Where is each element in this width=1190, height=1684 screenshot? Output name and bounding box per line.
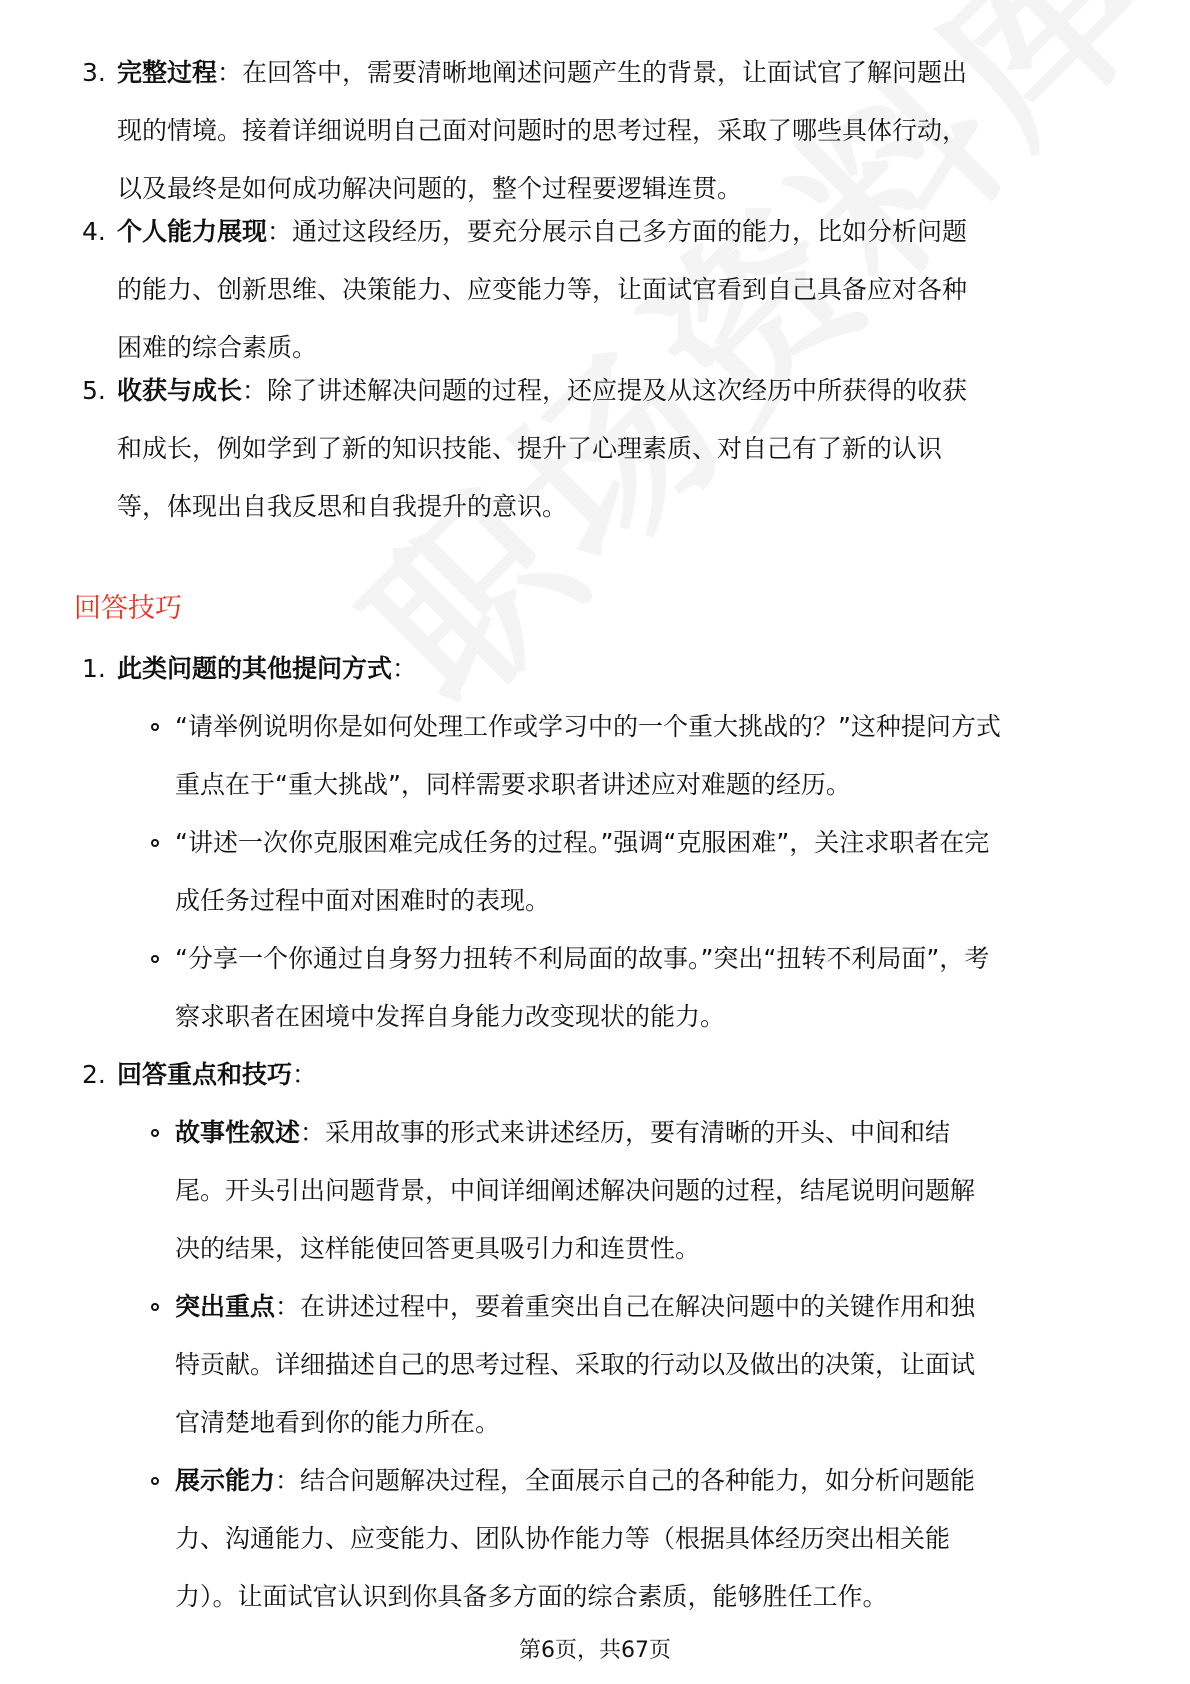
bullet-line: 察求职者在困境中发挥自身能力改变现状的能力。 <box>175 1002 726 1031</box>
colon: ： <box>242 376 268 405</box>
list-line: 现的情境。接着详细说明自己面对问题时的思考过程，采取了哪些具体行动， <box>117 116 968 145</box>
list-item-5 <box>82 362 1122 536</box>
list-line <box>117 1046 317 1104</box>
bullet-text: 结合问题解决过程，全面展示自己的各种能力，如分析问题能 <box>300 1466 976 1495</box>
bullet-line <box>175 1278 975 1336</box>
colon: ： <box>275 1466 301 1495</box>
list-number: 2. <box>82 1060 106 1089</box>
colon: ： <box>300 1118 326 1147</box>
list-number: 5. <box>82 376 106 405</box>
bullet-label: 故事性叙述 <box>175 1118 301 1147</box>
list-item-3 <box>82 44 1122 218</box>
list-line <box>117 44 967 102</box>
bullet-icon <box>151 1477 159 1485</box>
list-item-1 <box>82 640 1122 698</box>
colon: ： <box>392 654 418 683</box>
colon: ： <box>217 58 243 87</box>
list-line: 等，体现出自我反思和自我提升的意识。 <box>117 492 568 521</box>
colon: ： <box>267 217 293 246</box>
bullet-line: 尾。开头引出问题背景，中间详细阐述解决问题的过程，结尾说明问题解 <box>175 1176 976 1205</box>
bullet-label: 展示能力 <box>175 1466 276 1495</box>
bullet-line: 决的结果，这样能使回答更具吸引力和连贯性。 <box>175 1234 701 1263</box>
bullet-label: 突出重点 <box>175 1292 276 1321</box>
bullet-line <box>175 1104 975 1162</box>
bullet-text: 采用故事的形式来讲述经历，要有清晰的开头、中间和结 <box>325 1118 951 1147</box>
list-number: 3. <box>82 58 106 87</box>
bullet-line: 官清楚地看到你的能力所在。 <box>175 1408 501 1437</box>
list-item-4 <box>82 203 1122 377</box>
list-item-title: 此类问题的其他提问方式 <box>117 654 393 683</box>
list-line: 和成长，例如学到了新的知识技能、提升了心理素质、对自己有了新的认识 <box>117 434 943 463</box>
bullet-line: “分享一个你通过自身努力扭转不利局面的故事。”突出“扭转不利局面”，考 <box>175 944 990 973</box>
list-item-2 <box>82 1046 1122 1104</box>
list-number: 4. <box>82 217 106 246</box>
list-line <box>117 640 417 698</box>
list-item-title: 收获与成长 <box>117 376 243 405</box>
list-text: 除了讲述解决问题的过程，还应提及从这次经历中所获得的收获 <box>267 376 968 405</box>
bullet-item <box>151 1104 1131 1278</box>
list-line <box>117 362 967 420</box>
bullet-line: 重点在于“重大挑战”，同样需要求职者讲述应对难题的经历。 <box>175 770 851 799</box>
bullet-line: 力）。让面试官认识到你具备多方面的综合素质，能够胜任工作。 <box>175 1582 888 1611</box>
list-item-title: 完整过程 <box>117 58 218 87</box>
list-item-title: 回答重点和技巧 <box>117 1060 293 1089</box>
bullet-icon <box>151 1303 159 1311</box>
colon: ： <box>292 1060 318 1089</box>
bullet-item <box>151 698 1131 814</box>
colon: ： <box>275 1292 301 1321</box>
bullet-line: “讲述一次你克服困难完成任务的过程。”强调“克服困难”，关注求职者在完 <box>175 828 990 857</box>
bullet-text: 在讲述过程中，要着重突出自己在解决问题中的关键作用和独 <box>300 1292 976 1321</box>
bullet-line: “请举例说明你是如何处理工作或学习中的一个重大挑战的？”这种提问方式 <box>175 712 1001 741</box>
list-line: 的能力、创新思维、决策能力、应变能力等，让面试官看到自己具备应对各种 <box>117 275 968 304</box>
list-number: 1. <box>82 654 106 683</box>
bullet-icon <box>151 839 159 847</box>
bullet-line: 成任务过程中面对困难时的表现。 <box>175 886 551 915</box>
page-footer: 第6页，共67页 <box>519 1638 671 1663</box>
bullet-item <box>151 930 1131 1046</box>
list-line: 以及最终是如何成功解决问题的，整个过程要逻辑连贯。 <box>117 174 743 203</box>
list-line <box>117 203 967 261</box>
bullet-line <box>175 1452 975 1510</box>
bullet-item <box>151 1278 1131 1452</box>
section-title: 回答技巧 <box>74 593 182 624</box>
list-text: 在回答中，需要清晰地阐述问题产生的背景，让面试官了解问题出 <box>242 58 968 87</box>
bullet-icon <box>151 723 159 731</box>
bullet-icon <box>151 955 159 963</box>
bullet-item <box>151 814 1131 930</box>
bullet-line: 力、沟通能力、应变能力、团队协作能力等（根据具体经历突出相关能 <box>175 1524 951 1553</box>
bullet-item <box>151 1452 1131 1626</box>
bullet-line: 特贡献。详细描述自己的思考过程、采取的行动以及做出的决策，让面试 <box>175 1350 976 1379</box>
bullet-icon <box>151 1129 159 1137</box>
list-item-title: 个人能力展现 <box>117 217 268 246</box>
list-line: 困难的综合素质。 <box>117 333 318 362</box>
list-text: 通过这段经历，要充分展示自己多方面的能力，比如分析问题 <box>292 217 968 246</box>
